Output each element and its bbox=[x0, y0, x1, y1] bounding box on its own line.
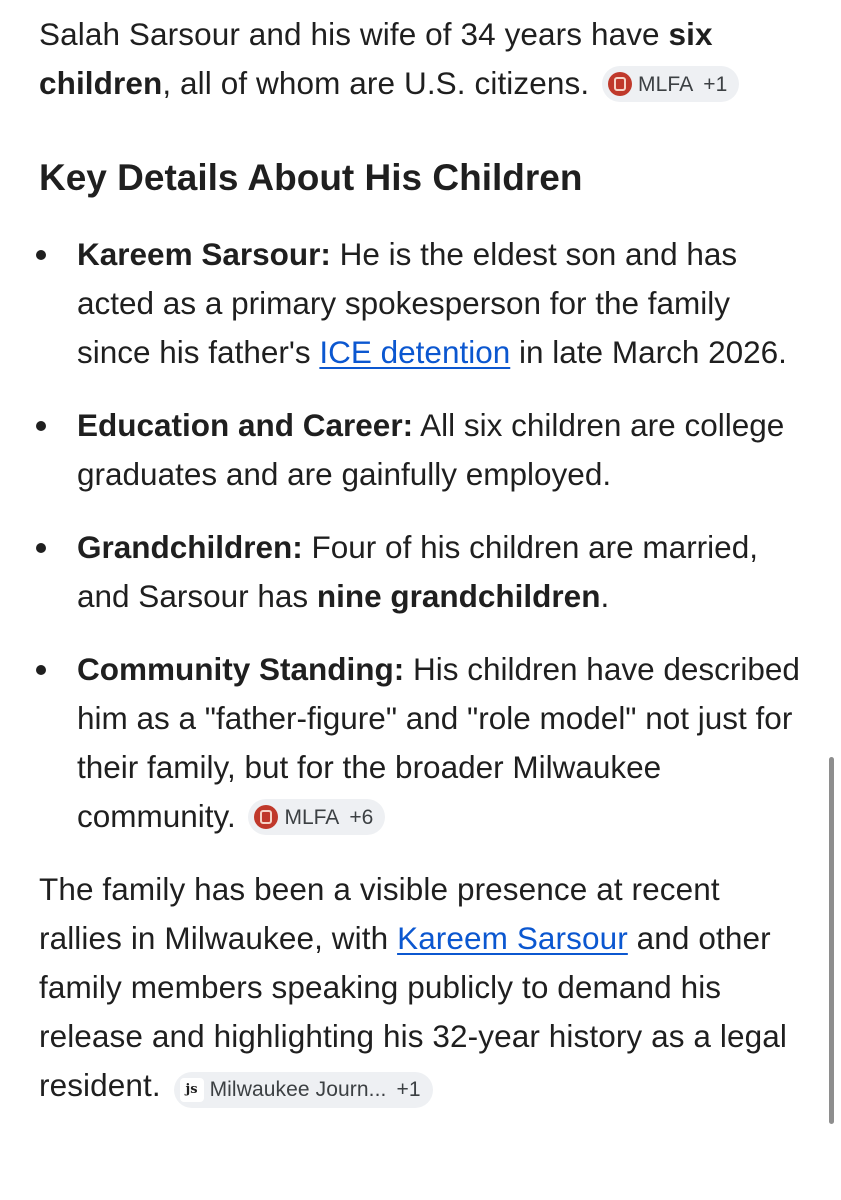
source-chip-milwaukee-journal[interactable] bbox=[174, 1072, 433, 1108]
chip-extra-count: +1 bbox=[396, 1078, 421, 1101]
item-text: All six children are college graduates and are gainfully employed. bbox=[77, 407, 785, 492]
item-text-before: Four of his children are married, and Sarsour has bbox=[77, 529, 758, 614]
bullet-icon bbox=[36, 543, 46, 553]
source-chip-mlfa[interactable] bbox=[602, 66, 739, 102]
item-text-before: He is the eldest son and has acted as a primary spokesperson for the family since his father's bbox=[77, 236, 738, 370]
chip-extra-count: +1 bbox=[703, 72, 728, 96]
list-item bbox=[39, 401, 809, 499]
item-text-after: in late March 2026. bbox=[510, 334, 787, 370]
mlfa-favicon-icon bbox=[608, 72, 632, 96]
intro-bold: six children bbox=[39, 16, 713, 101]
chip-source-label: MLFA bbox=[284, 805, 340, 829]
chip-source-label: MLFA bbox=[638, 72, 694, 96]
chip-source-label: Milwaukee Journ... bbox=[209, 1078, 387, 1101]
vertical-scrollbar[interactable] bbox=[829, 757, 834, 1124]
item-bold: nine grandchildren bbox=[316, 578, 601, 614]
item-label: Community Standing: bbox=[77, 651, 405, 687]
list-item bbox=[39, 645, 809, 841]
list-item bbox=[39, 523, 809, 621]
bullet-icon bbox=[36, 665, 46, 675]
chip-extra-count: +6 bbox=[349, 805, 374, 829]
intro-text-before: Salah Sarsour and his wife of 34 years have bbox=[39, 16, 669, 52]
bullet-icon bbox=[36, 250, 46, 260]
item-label: Grandchildren: bbox=[77, 529, 303, 565]
item-text-after: . bbox=[600, 578, 610, 614]
section-heading: Key Details About His Children bbox=[39, 157, 583, 198]
item-label: Kareem Sarsour: bbox=[77, 236, 331, 272]
intro-paragraph bbox=[39, 10, 809, 108]
intro-text-after: , all of whom are U.S. citizens. bbox=[162, 65, 590, 101]
journal-sentinel-favicon-icon: js bbox=[180, 1078, 204, 1102]
answer-content bbox=[39, 10, 809, 1110]
closing-paragraph bbox=[39, 865, 809, 1110]
source-chip-mlfa[interactable] bbox=[248, 799, 385, 835]
kareem-sarsour-link[interactable]: Kareem Sarsour bbox=[397, 920, 628, 956]
closing-text-before: The family has been a visible presence at recent rallies in Milwaukee, with bbox=[39, 871, 720, 956]
mlfa-favicon-icon bbox=[254, 805, 278, 829]
closing-text-after: and other family members speaking publicly to demand his release and highlighting his 32-year history as a legal resident. bbox=[39, 920, 787, 1103]
list-item bbox=[39, 230, 809, 377]
item-text: His children have described him as a "father-figure" and "role model" not just for their family, but for the broader Milwaukee community. bbox=[77, 651, 800, 834]
item-label: Education and Career: bbox=[77, 407, 414, 443]
children-details-list bbox=[39, 230, 809, 841]
bullet-icon bbox=[36, 421, 46, 431]
ice-detention-link[interactable]: ICE detention bbox=[319, 334, 511, 370]
